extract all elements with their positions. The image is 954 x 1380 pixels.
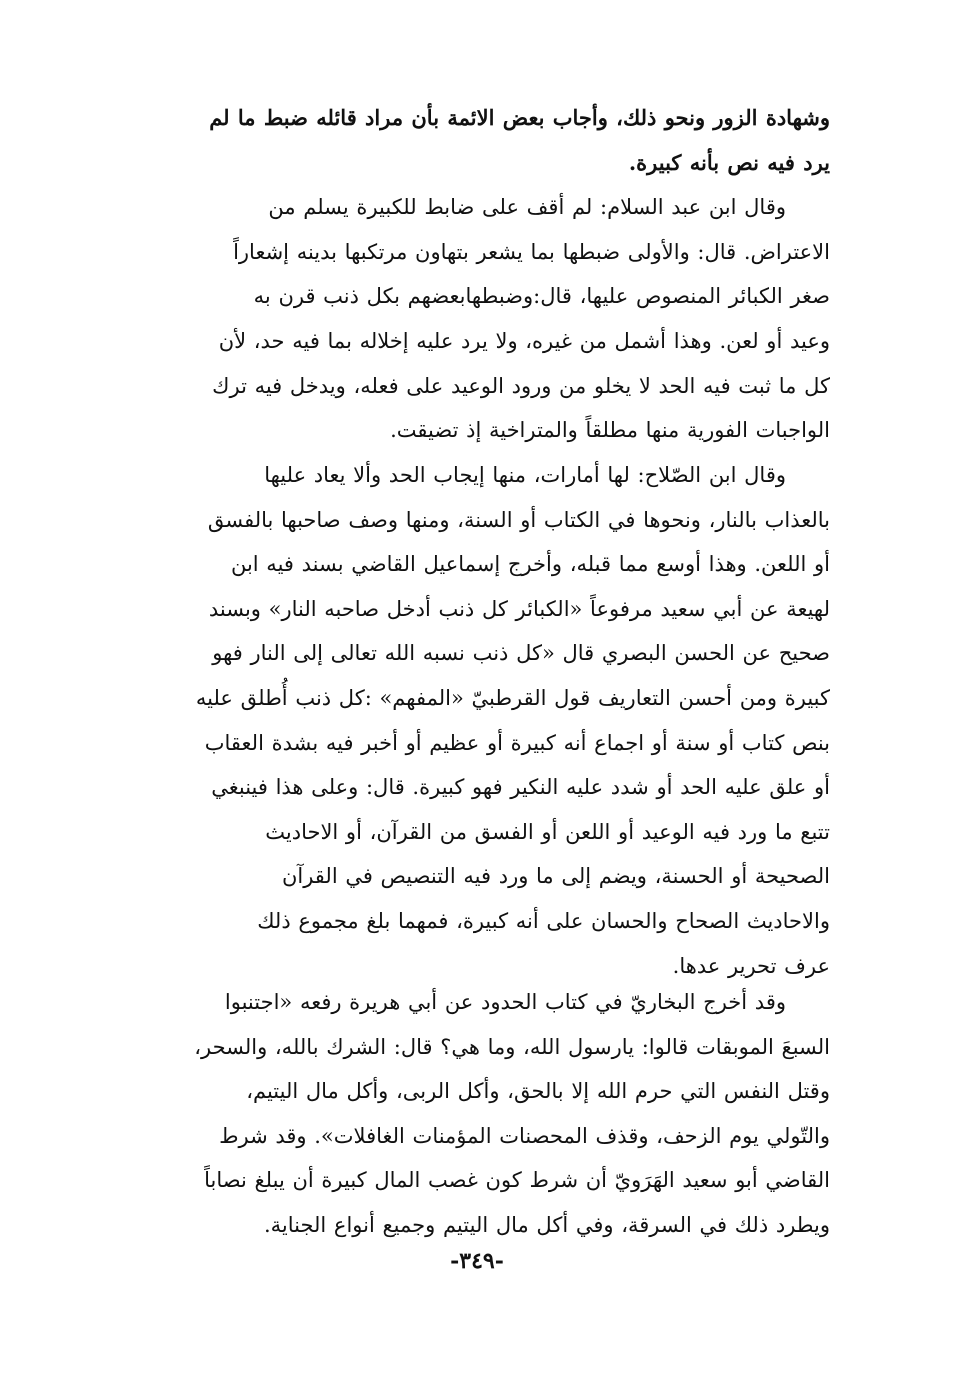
paragraph-3: [140, 980, 830, 1248]
text-line: وقتل النفس التي حرم الله إلا بالحق، وأكل الربى، وأكل مال اليتيم،: [246, 1079, 830, 1104]
text-line: الصحيحة أو الحسنة، ويضم إلى ما ورد فيه التنصيص في القرآن: [281, 864, 830, 889]
text-line: بالعذاب بالنار، ونحوها في الكتاب أو السنة، ومنها وصف صاحبها بالفسق: [207, 507, 830, 532]
text-line: الاعتراض. قال: والأولى ضبطها بما يشعر بتهاون مرتكبها بدينه إشعاراً: [233, 239, 830, 264]
text-line: أو اللعن. وهذا أوسع مما قبله، وأخرج إسماعيل القاضي بسند فيه ابن: [230, 552, 830, 577]
page-number: -٣٤٩-: [450, 1248, 504, 1274]
text-line: أو علق عليه الحد أو شدد عليه النكير فهو كبيرة. قال: وعلى هذا فينبغي: [211, 775, 830, 800]
text-line: ويطرد ذلك في السرقة، وفي أكل مال اليتيم وجميع أنواع الجناية.: [263, 1212, 830, 1237]
text-line: يرد فيه نص بأنه كبيرة.: [628, 149, 830, 175]
text-line: صحيح عن الحسن البصري قال «كل ذنب نسبه الله تعالى إلى النار فهو: [212, 641, 830, 666]
text-line: صغر الكبائر المنصوص عليها، قال:وضبطهابعضهم بكل ذنب قرن به: [253, 284, 830, 309]
text-line: وقال ابن الصّلاح: لها أمارات، منها إيجاب الحد وألا يعاد عليها: [264, 463, 786, 487]
paragraph-1: [140, 96, 830, 453]
text-line: كل ما ثبت فيه الحد لا يخلو من ورود الوعيد على فعله، ويدخل فيه ترك: [212, 373, 830, 398]
text-line: كبيرة ومن أحسن التعاريف قول القرطبيّ «المفهم» :كل ذنب أُطلق عليه: [195, 685, 830, 710]
text-line: والتّولي يوم الزحف، وقذف المحصنات المؤمنات الغافلات». وقد شرط: [219, 1123, 830, 1148]
text-line: وعيد أو لعن. وهذا أشمل من غيره، ولا يرد عليه إخلاله بما فيه حد، لأن: [218, 328, 830, 353]
text-line: بنص كتاب أو سنة أو اجماع أنه كبيرة أو عظيم أو أخبر فيه بشدة العقاب: [204, 730, 830, 755]
text-line: لهيعة عن أبي سعيد مرفوعاً «الكبائر كل ذنب أدخل صاحبه النار» وبسند: [208, 596, 830, 621]
paragraph-2: [140, 453, 830, 988]
text-line: القاضي أبو سعيد الهَرَويّ أن شرط كون غصب المال كبيرة أن يبلغ نصاباً: [204, 1168, 830, 1193]
text-line: وقد أخرج البخاريّ في كتاب الحدود عن أبي هريرة رفعه «اجتنبوا: [224, 990, 786, 1014]
text-line: وشهادة الزور ونحو ذلك، وأجاب بعض الائمة بأن مراد قائله ضبط ما لم: [209, 105, 830, 130]
text-line: الواجبات الفورية منها مطلقاً والمتراخية إذ تضيقت.: [390, 418, 830, 443]
text-line: عرف تحرير عدها.: [672, 953, 830, 978]
text-line: تتبع ما ورد فيه الوعيد أو اللعن أو الفسق من القرآن، أو الاحاديث: [265, 819, 830, 844]
text-line: وقال ابن عبد السلام: لم أقف على ضابط للكبيرة يسلم من: [268, 195, 786, 220]
text-line: والاحاديث الصحاح والحسان على أنه كبيرة، فمهما بلغ مجموع ذلك: [257, 908, 830, 933]
text-line: السبعَ الموبقات قالوا: يارسول الله، وما هي؟ قال: الشرك بالله، والسحر،: [194, 1034, 830, 1059]
